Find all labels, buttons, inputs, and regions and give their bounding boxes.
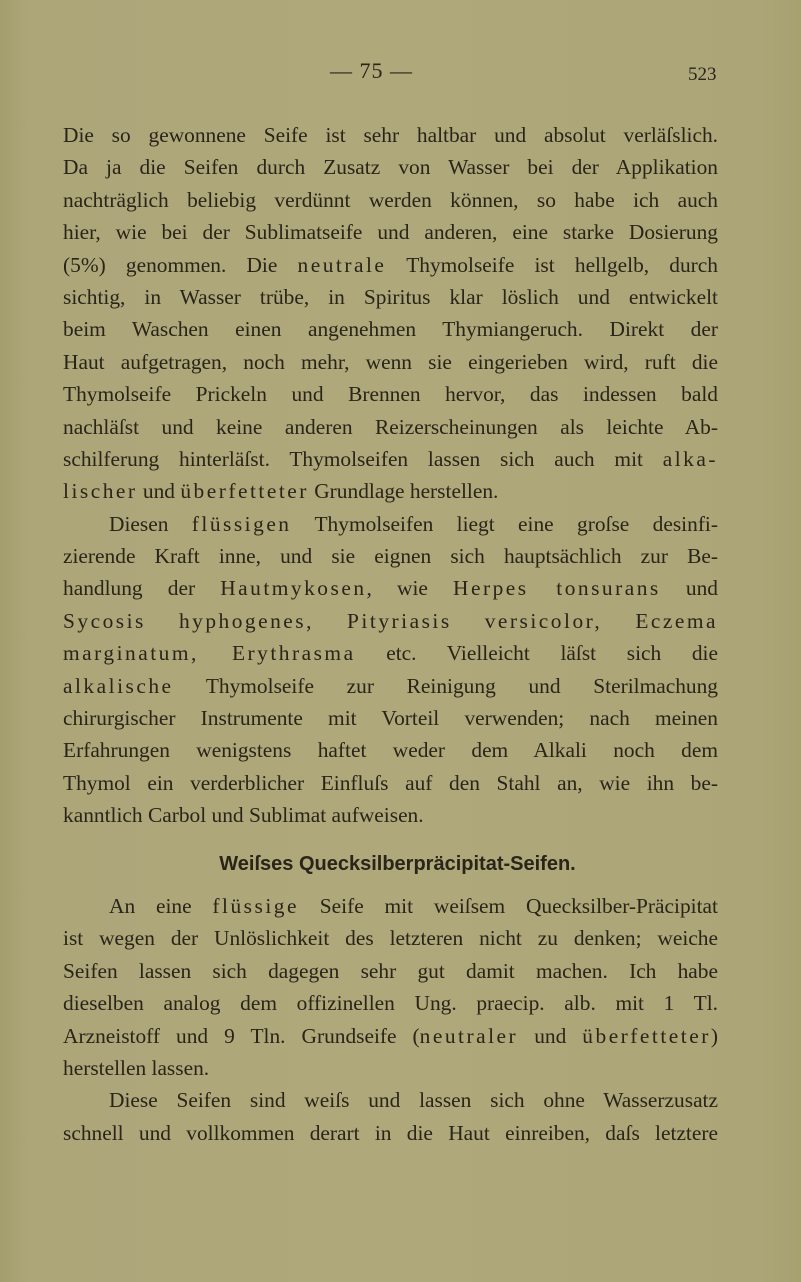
text-line: (5%) genommen. Die neutrale Thymolseife ist hellgelb, durch xyxy=(63,252,718,277)
text-line: schilferung hinterläſst. Thymolseifen lassen sich auch mit alka- xyxy=(63,446,718,471)
emphasis: Herpes tonsurans xyxy=(453,576,661,601)
text-line: Die so gewonnene Seife ist sehr haltbar und absolut verläſslich. xyxy=(63,123,718,147)
emphasis: lischer xyxy=(63,479,138,504)
emphasis: alka- xyxy=(662,446,718,471)
text-line: Haut aufgetragen, noch mehr, wenn sie eingerieben wird, ruft die xyxy=(63,349,718,374)
text-line: An eine flüssige Seife mit weiſsem Quecksilber-Präcipitat xyxy=(109,893,718,918)
text-line: sichtig, in Wasser trübe, in Spiritus klar löslich und entwickelt xyxy=(63,284,718,309)
text-line: hier, wie bei der Sublimatseife und anderen, eine starke Dosierung xyxy=(63,220,718,245)
text-line: Da ja die Seifen durch Zusatz von Wasser bei der Applikation xyxy=(63,155,718,180)
text-line: alkalische Thymolseife zur Reinigung und Sterilmachung xyxy=(63,673,718,698)
emphasis: überfetteter xyxy=(582,1023,711,1048)
emphasis: flüssige xyxy=(212,893,299,918)
emphasis: neutrale xyxy=(297,252,387,277)
text-line: Sycosis hyphogenes, Pityriasis versicolor, Eczema xyxy=(63,608,718,633)
text-line: chirurgischer Instrumente mit Vorteil verwenden; nach meinen xyxy=(63,706,718,731)
page-header xyxy=(0,58,801,88)
emphasis: marginatum, Erythrasma xyxy=(63,641,356,666)
text-line: handlung der Hautmykosen, wie Herpes tonsurans und xyxy=(63,576,718,601)
text-line: Seifen lassen sich dagegen sehr gut damit machen. Ich habe xyxy=(63,958,718,983)
text-line: marginatum, Erythrasma etc. Vielleicht läſst sich die xyxy=(63,641,718,666)
emphasis: neutraler xyxy=(419,1023,519,1048)
page-number-outer: 523 xyxy=(688,64,717,85)
text-line: nachträglich beliebig verdünnt werden können, so habe ich auch xyxy=(63,187,718,212)
text-line: Arzneistoff und 9 Tln. Grundseife (neutraler und überfetteter) xyxy=(63,1023,718,1048)
text-line: beim Waschen einen angenehmen Thymiangeruch. Direkt der xyxy=(63,317,718,342)
text-line: schnell und vollkommen derart in die Haut einreiben, daſs letztere xyxy=(63,1120,718,1145)
emphasis: alkalische xyxy=(63,673,174,698)
text-line: Diese Seifen sind weiſs und lassen sich ohne Wasserzusatz xyxy=(109,1088,718,1113)
text-line: Erfahrungen wenigstens haftet weder dem Alkali noch dem xyxy=(63,738,718,763)
text-line: dieselben analog dem offizinellen Ung. praecip. alb. mit 1 Tl. xyxy=(63,991,718,1016)
emphasis: überfetteter xyxy=(180,479,309,504)
text-line: nachläſst und keine anderen Reizerscheinungen als leichte Ab- xyxy=(63,414,718,439)
text-line: ist wegen der Unlöslichkeit des letzteren nicht zu denken; weiche xyxy=(63,926,718,951)
page-number-inner: — 75 — xyxy=(330,58,413,83)
text-line: Thymolseife Prickeln und Brennen hervor, das indessen bald xyxy=(63,382,718,407)
text-line: zierende Kraft inne, und sie eignen sich hauptsächlich zur Be- xyxy=(63,544,718,569)
emphasis: flüssigen xyxy=(191,511,292,536)
section-heading: Weiſses Quecksilberpräcipitat-Seifen. xyxy=(219,852,576,875)
text-line: herstellen lassen. xyxy=(63,1055,210,1080)
text-line: kanntlich Carbol und Sublimat aufweisen. xyxy=(63,803,424,828)
text-line: Thymol ein verderblicher Einfluſs auf den Stahl an, wie ihn be- xyxy=(63,770,718,795)
body-text xyxy=(63,119,718,1149)
emphasis: Hautmykosen xyxy=(220,576,367,601)
text-line: lischer und überfetteter Grundlage herstellen. xyxy=(63,479,499,504)
text-line: Diesen flüssigen Thymolseifen liegt eine groſse desinfi- xyxy=(109,511,719,536)
